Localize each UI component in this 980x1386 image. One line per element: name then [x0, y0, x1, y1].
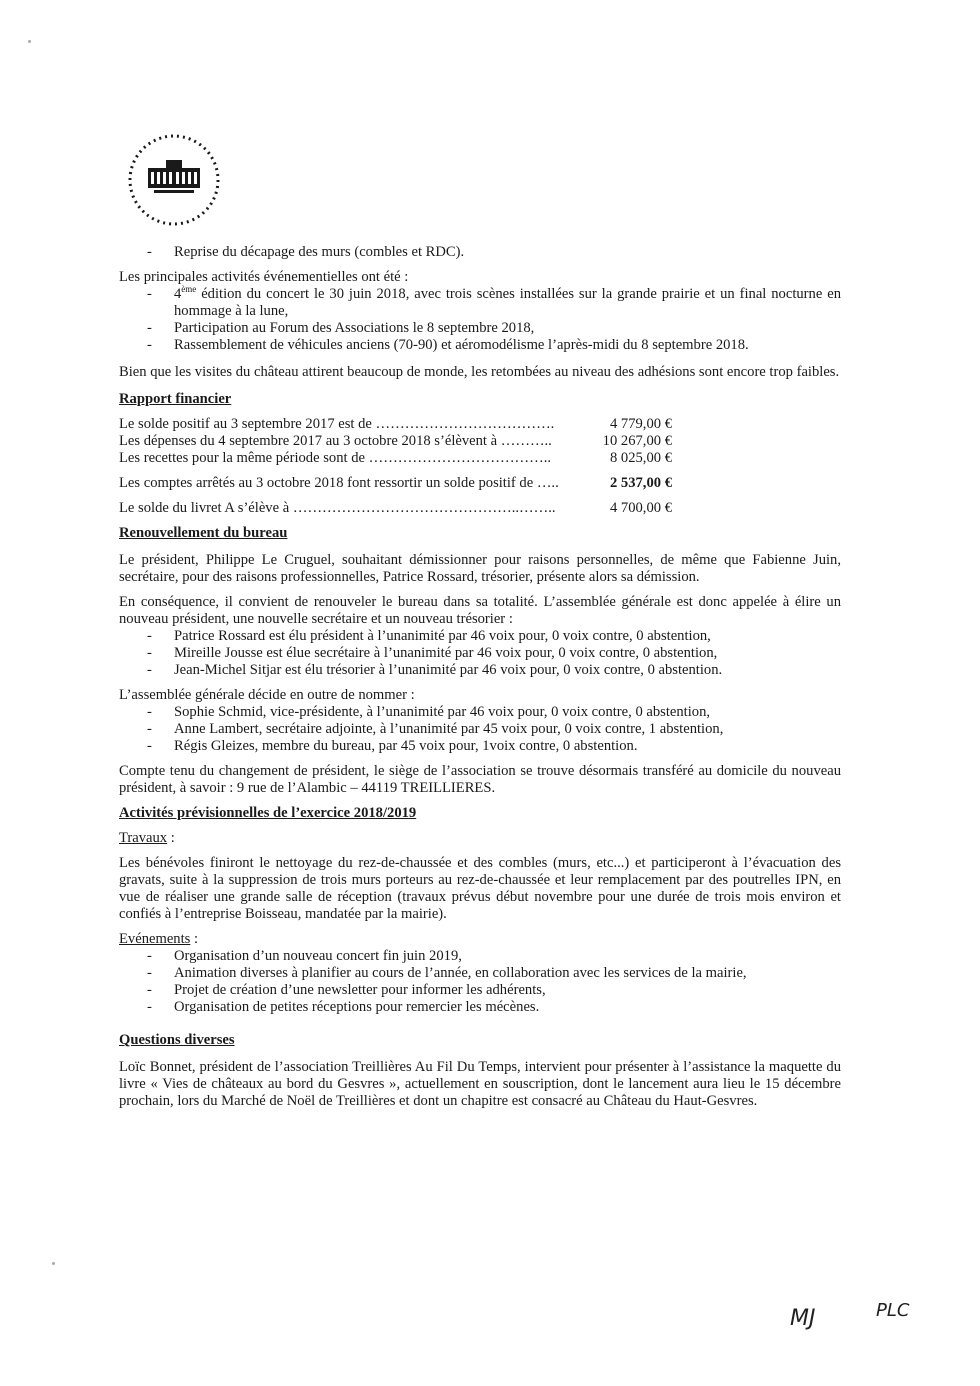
- list-item: - Jean-Michel Sitjar est élu trésorier à l’unanimité par 46 voix pour, 0 voix contre, 0 abstention.: [119, 662, 841, 679]
- list-item: - Mireille Jousse est élue secrétaire à l’unanimité par 46 voix pour, 0 voix contre, 0 abstention,: [119, 645, 841, 662]
- financial-row: [119, 433, 672, 450]
- events-subheading-suffix: :: [190, 931, 199, 947]
- livret-row: [119, 500, 672, 517]
- past-events-list: [119, 286, 841, 354]
- row-amount: 10 267,00 €: [602, 433, 672, 449]
- appointments-list: [119, 704, 841, 755]
- bureau-paragraph: En conséquence, il convient de renouveler le bureau dans sa totalité. L’assemblée générale est donc appelée à élire un nouveau président, une nouvelle secrétaire et un nouveau trésorier :: [119, 594, 841, 627]
- questions-heading: Questions diverses: [119, 1032, 235, 1048]
- financial-table: [119, 416, 841, 517]
- financial-row: [119, 450, 672, 467]
- list-item: - Animation diverses à planifier au cours de l’année, en collaboration avec les services de la mairie,: [119, 965, 841, 982]
- bureau-paragraph: Compte tenu du changement de président, le siège de l’association se trouve désormais transféré au domicile du nouveau président, à savoir : 9 rue de l’Alambic – 44119 TREILLIERES.: [119, 763, 841, 796]
- scan-speck: [28, 40, 31, 43]
- financial-row: [119, 416, 672, 433]
- visits-paragraph: Bien que les visites du château attirent beaucoup de monde, les retombées au niveau des adhésions sont encore trop faibles.: [119, 364, 840, 380]
- works-paragraph: Les bénévoles finiront le nettoyage du rez-de-chaussée et des combles (murs, etc...) et participeront à l’évacuation des gravats, suite à la suppression de trois murs porteurs au rez-de-chaussée et leur remplacement par des poutrelles IPN, en vue de réaliser une grande salle de réception (travaux prévus début novembre pour une durée de trois mois environ et confiés à l’entreprise Boisseau, mandatée par la mairie).: [119, 855, 841, 922]
- balance-label: Les comptes arrêtés au 3 octobre 2018 font ressortir un solde positif de …..: [119, 475, 559, 491]
- scan-speck: [52, 1262, 55, 1265]
- list-item: - Sophie Schmid, vice-présidente, à l’unanimité par 46 voix pour, 0 voix contre, 0 abstention,: [119, 704, 841, 721]
- balance-row: [119, 475, 672, 492]
- livret-label: Le solde du livret A s’élève à ………………………………………..……..: [119, 500, 556, 516]
- row-label: Les recettes pour la même période sont de ………………………………..: [119, 450, 552, 466]
- chateau-seal-icon: [124, 130, 224, 230]
- list-item: - Organisation de petites réceptions pour remercier les mécènes.: [119, 999, 841, 1016]
- events-subheading: Evénements: [119, 931, 191, 947]
- row-label: Les dépenses du 4 septembre 2017 au 3 octobre 2018 s’élèvent à ………..: [119, 433, 552, 449]
- document-body: [119, 244, 841, 1110]
- bureau-paragraph: Le président, Philippe Le Cruguel, souhaitant démissionner pour raisons personnelles, de même que Fabienne Juin, secrétaire, pour des raisons professionnelles, Patrice Rossard, trésorier, présente alors sa démission.: [119, 552, 841, 585]
- planned-events-list: [119, 948, 841, 1016]
- elections-list: [119, 628, 841, 679]
- ordinal-number: 4: [174, 286, 182, 302]
- row-label: Le solde positif au 3 septembre 2017 est de ……………………………….: [119, 416, 555, 432]
- events-intro: Les principales activités événementielles ont été :: [119, 269, 409, 285]
- works-subheading: Travaux: [119, 830, 168, 846]
- works-subheading-suffix: :: [167, 830, 175, 846]
- balance-amount: 2 537,00 €: [609, 475, 672, 491]
- handwritten-initials: PLC: [876, 1300, 910, 1321]
- row-amount: 8 025,00 €: [609, 450, 672, 466]
- list-item: - Rassemblement de véhicules anciens (70-90) et aéromodélisme l’après-midi du 8 septembre 2018.: [119, 337, 841, 354]
- list-item: - Anne Lambert, secrétaire adjointe, à l’unanimité par 45 voix pour, 0 voix contre, 1 abstention,: [119, 721, 841, 738]
- bureau-paragraph: L’assemblée générale décide en outre de nommer :: [119, 687, 415, 703]
- works-subheading-line: [119, 830, 841, 847]
- list-item: - Participation au Forum des Associations le 8 septembre 2018,: [119, 320, 841, 337]
- list-item: [119, 286, 841, 320]
- list-item: - Projet de création d’une newsletter pour informer les adhérents,: [119, 982, 841, 999]
- intro-list: [119, 244, 841, 261]
- list-item: - Régis Gleizes, membre du bureau, par 45 voix pour, 1voix contre, 0 abstention.: [119, 738, 841, 755]
- row-amount: 4 779,00 €: [609, 416, 672, 432]
- bureau-heading: Renouvellement du bureau: [119, 525, 288, 541]
- list-item-text: édition du concert le 30 juin 2018, avec trois scènes installées sur la grande prairie et un final nocturne en hommage à la lune,: [174, 286, 841, 319]
- list-item: - Patrice Rossard est élu président à l’unanimité par 46 voix pour, 0 voix contre, 0 abstention,: [119, 628, 841, 645]
- events-subheading-line: [119, 931, 841, 948]
- livret-amount: 4 700,00 €: [609, 500, 672, 516]
- list-item: - Organisation d’un nouveau concert fin juin 2019,: [119, 948, 841, 965]
- handwritten-initials: MJ: [790, 1306, 816, 1331]
- financial-heading: Rapport financier: [119, 391, 232, 407]
- forecast-heading: Activités prévisionnelles de l’exercice 2018/2019: [119, 805, 417, 821]
- list-item: - Reprise du décapage des murs (combles et RDC).: [119, 244, 841, 261]
- questions-paragraph: Loïc Bonnet, président de l’association Treillières Au Fil Du Temps, intervient pour présenter à l’assistance la maquette du livre « Vies de châteaux au bord du Gesvres », actuellement en souscription, dont le lancement aura lieu le 15 décembre prochain, lors du Marché de Noël de Treillières et dont un chapitre est consacré au Château du Haut-Gesvres.: [119, 1059, 841, 1109]
- ordinal-suffix: ème: [181, 284, 197, 294]
